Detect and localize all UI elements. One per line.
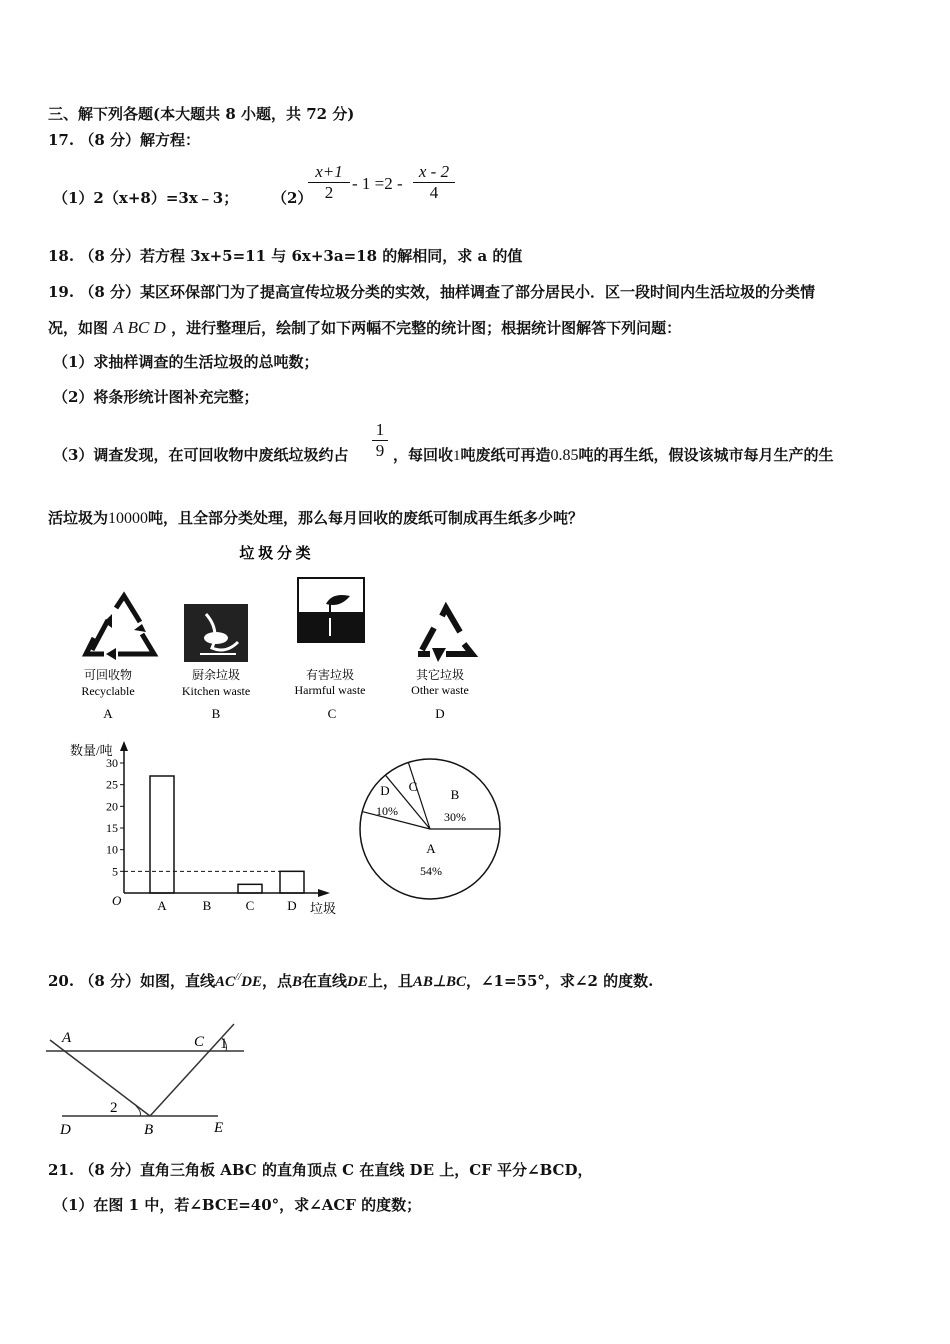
q20-text [48,970,653,991]
waste-c-letter: C [327,706,337,721]
bar-d [280,871,304,893]
x-tick-label: A [157,898,167,913]
y-tick-label: 10 [106,842,118,857]
q20-de2: DE [347,974,368,990]
q19-sub3-one: 1 [453,448,461,464]
waste-d-cn: 其它垃圾 [415,668,465,682]
pie-slice-value-d: 10% [376,804,398,818]
label-c: C [194,1034,205,1050]
waste-b-letter: B [211,706,221,721]
waste-a-letter: A [103,706,113,721]
pie-slice-value-b: 30% [444,810,466,824]
q20-parallel: // [235,971,242,983]
q19-line2-b: ，进行整理后，绘制了如下两幅不完整的统计图；根据统计图解答下列问题： [171,319,682,337]
q19-sub3-b [393,444,834,465]
q19-line1: 19. （8 分）某区环保部门为了提高宣传垃圾分类的实效，抽样调查了部分居民小．区一段时间内生活垃圾的分类情 [48,283,815,301]
q17-fraction-2-num: x - 2 [418,162,450,181]
q20-text-e: ，∠1=55°，求∠2 的度数. [465,972,654,990]
label-d: D [60,1122,71,1138]
q19-fraction-num: 1 [375,420,385,439]
other-waste-icon [418,608,472,662]
q19-sub3-text-b: ，每回收 [393,446,454,464]
y-tick-label: 15 [106,821,118,835]
waste-classification-figure [60,538,490,728]
q17-part2-label: （2） [272,189,313,207]
q21-sub1: （1）在图 1 中，若∠BCE=40°，求∠ACF 的度数； [53,1196,422,1214]
q20-geometry-figure [40,1018,250,1140]
q20-text-b: ，点 [261,972,292,990]
origin-label: O [112,893,122,908]
pie-slice-label-b: B [450,787,460,802]
q17-fraction-1-den: 2 [308,182,350,203]
q19-fraction [372,420,388,461]
q19-sub2: （2）将条形统计图补充完整； [53,388,259,406]
label-angle-1: 1 [220,1036,228,1052]
q20-perp: AB⊥BC [412,974,466,990]
q18-text: 18. （8 分）若方程 3x+5=11 与 6x+3a=18 的解相同，求 a 的值 [48,247,523,265]
waste-title: 垃 圾 分 类 [239,546,311,562]
y-axis-label: 数量/吨 [70,743,113,758]
waste-b-en: Kitchen waste [181,684,251,698]
q17-fraction-1-num: x+1 [315,162,343,181]
q17-part1: （1）2（x+8）=3x﹣3； [53,189,239,207]
waste-d-letter: D [435,706,445,721]
bar-c [238,884,262,893]
q19-line2-a: 况，如图 [48,319,109,337]
y-axis-arrow [120,741,128,751]
x-tick-label: D [287,898,297,913]
q20-point-b: B [291,974,302,990]
q19-sub3-text-c: 吨废纸可再造 [460,446,551,464]
waste-a-cn: 可回收物 [83,668,133,682]
bar-chart [62,735,352,920]
q19-line4-a: 活垃圾为 [48,509,109,527]
recycle-icon [86,596,154,660]
pie-slice-label-d: D [380,783,390,798]
waste-c-cn: 有害垃圾 [305,668,355,682]
q19-sub3-text-d: 吨的再生纸，假设该城市每月生产的生 [578,446,834,464]
y-tick-label: 5 [112,864,118,879]
section-title: 三、解下列各题(本大题共 8 小题，共 72 分) [48,105,355,123]
kitchen-waste-icon [184,604,248,662]
x-axis-arrow [318,889,330,897]
waste-captions [81,667,468,721]
q19-sub1: （1）求抽样调查的生活垃圾的总吨数； [53,353,319,371]
waste-b-cn: 厨余垃圾 [191,668,241,682]
pie-slice-label-c: C [408,779,418,794]
q17-part2-middle: - 1 =2 - [352,174,403,193]
q20-text-c: 在直线 [302,972,348,990]
q19-fraction-den: 9 [372,440,388,461]
y-tick-label: 20 [106,799,118,814]
q17-heading: 17. （8 分）解方程： [48,131,200,149]
q19-line4-b: 吨，且全部分类处理，那么每月回收的废纸可制成再生纸多少吨？ [148,509,584,527]
y-tick-label: 30 [106,756,118,770]
y-tick-label: 25 [106,777,118,792]
bar-a [150,776,174,893]
q19-abcd: A BC D [113,318,166,337]
q20-ac: AC [214,974,235,990]
q20-text-d: 上，且 [367,972,413,990]
waste-a-en: Recyclable [81,684,135,698]
q19-sub3-rate: 0.85 [550,447,579,464]
q17-fraction-1 [308,162,350,203]
pie-chart [355,755,505,905]
label-a: A [62,1030,72,1046]
q20-text-a: 20. （8 分）如图，直线 [48,972,215,990]
waste-d-en: Other waste [411,683,469,697]
q21-text: 21. （8 分）直角三角板 ABC 的直角顶点 C 在直线 DE 上，CF 平分∠BCD， [48,1161,593,1179]
q17-fraction-2-den: 4 [413,182,455,203]
x-tick-label: C [245,898,255,913]
q19-line2 [48,317,681,338]
harmful-waste-icon [298,578,364,642]
pie-slice-value-a: 54% [420,864,442,878]
label-b: B [144,1122,154,1138]
q19-sub3-a: （3）调查发现，在可回收物中废纸垃圾约占 [53,446,349,464]
q20-de: DE [241,974,262,990]
q19-line4-num: 10000 [108,510,149,527]
q19-line4 [48,507,583,528]
pie-divider [408,762,430,829]
label-e: E [214,1120,224,1136]
x-tick-label: B [202,898,212,913]
q17-fraction-2 [413,162,455,203]
x-axis-label: 垃圾 [310,901,337,916]
pie-slice-label-a: A [426,841,436,856]
label-angle-2: 2 [110,1100,118,1116]
waste-c-en: Harmful waste [294,683,366,697]
